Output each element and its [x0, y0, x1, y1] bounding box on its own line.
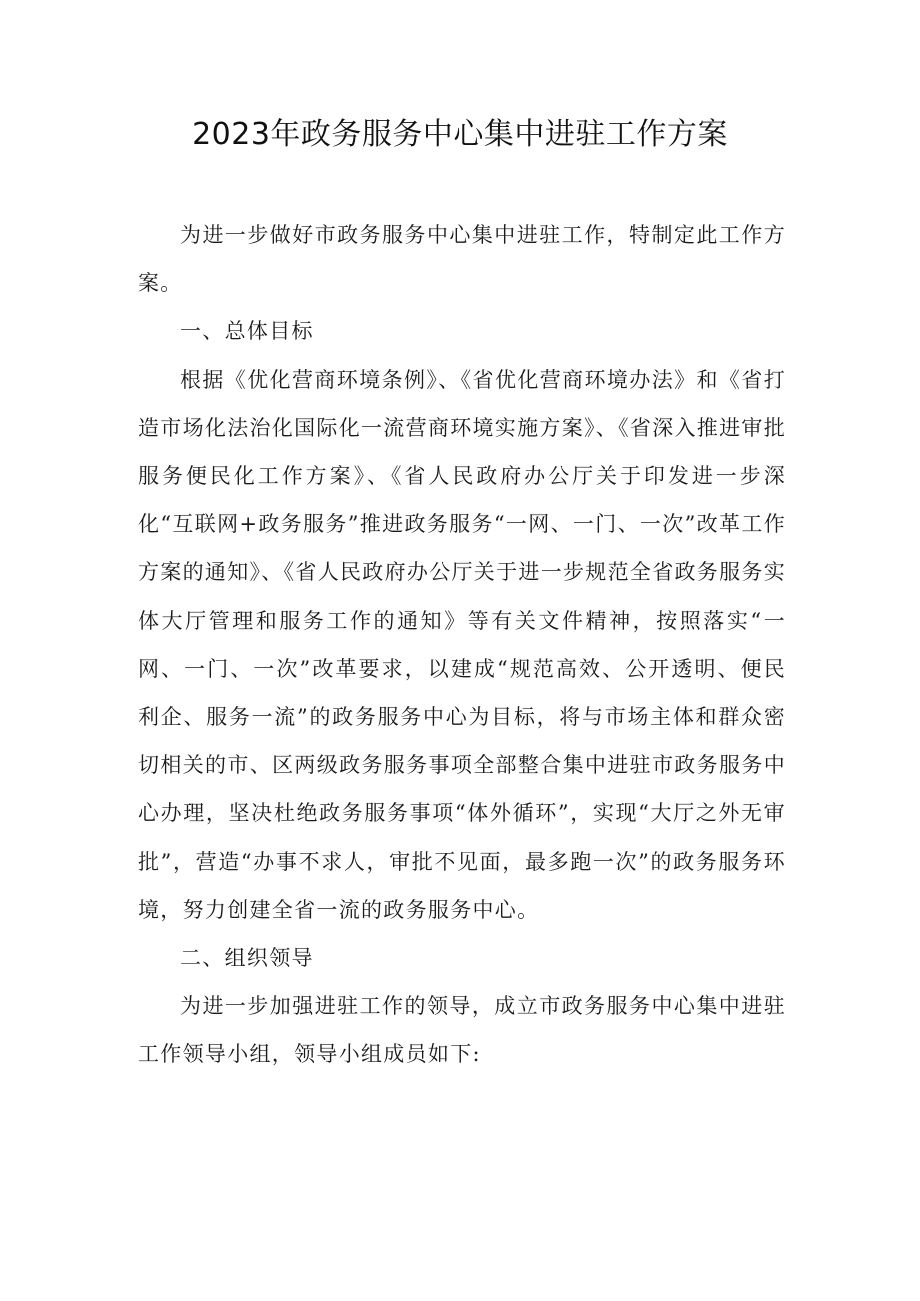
- document-title: 2023年政务服务中心集中进驻工作方案: [192, 117, 728, 152]
- section-paragraph-organization: 为进一步加强进驻工作的领导，成立市政务服务中心集中进驻工作领导小组，领导小组成员如下:: [138, 994, 786, 1067]
- section-heading-organization: 二、组织领导: [180, 946, 314, 971]
- document-body: [138, 211, 786, 1079]
- intro-paragraph: 为进一步做好市政务服务中心集中进驻工作，特制定此工作方案。: [138, 223, 786, 296]
- section-heading-overall-goal: 一、总体目标: [180, 319, 314, 344]
- section-paragraph-overall-goal: 根据《优化营商环境条例》、《省优化营商环境办法》和《省打造市场化法治化国际化一流营商环境实施方案》、《省深入推进审批服务便民化工作方案》、《省人民政府办公厅关于印发进一步深化“互联网+政务服务”推进政务服务“一网、一门、一次”改革工作方案的通知》、《省人民政府办公厅关于进一步规范全省政务服务实体大厅管理和服务工作的通知》等有关文件精神，按照落实“一网、一门、一次”改革要求，以建成“规范高效、公开透明、便民利企、服务一流”的政务服务中心为目标，将与市场主体和群众密切相关的市、区两级政务服务事项全部整合集中进驻市政务服务中心办理，坚决杜绝政务服务事项“体外循环”，实现“大厅之外无审批”，营造“办事不求人，审批不见面，最多跑一次”的政务服务环境，努力创建全省一流的政务服务中心。: [138, 367, 786, 922]
